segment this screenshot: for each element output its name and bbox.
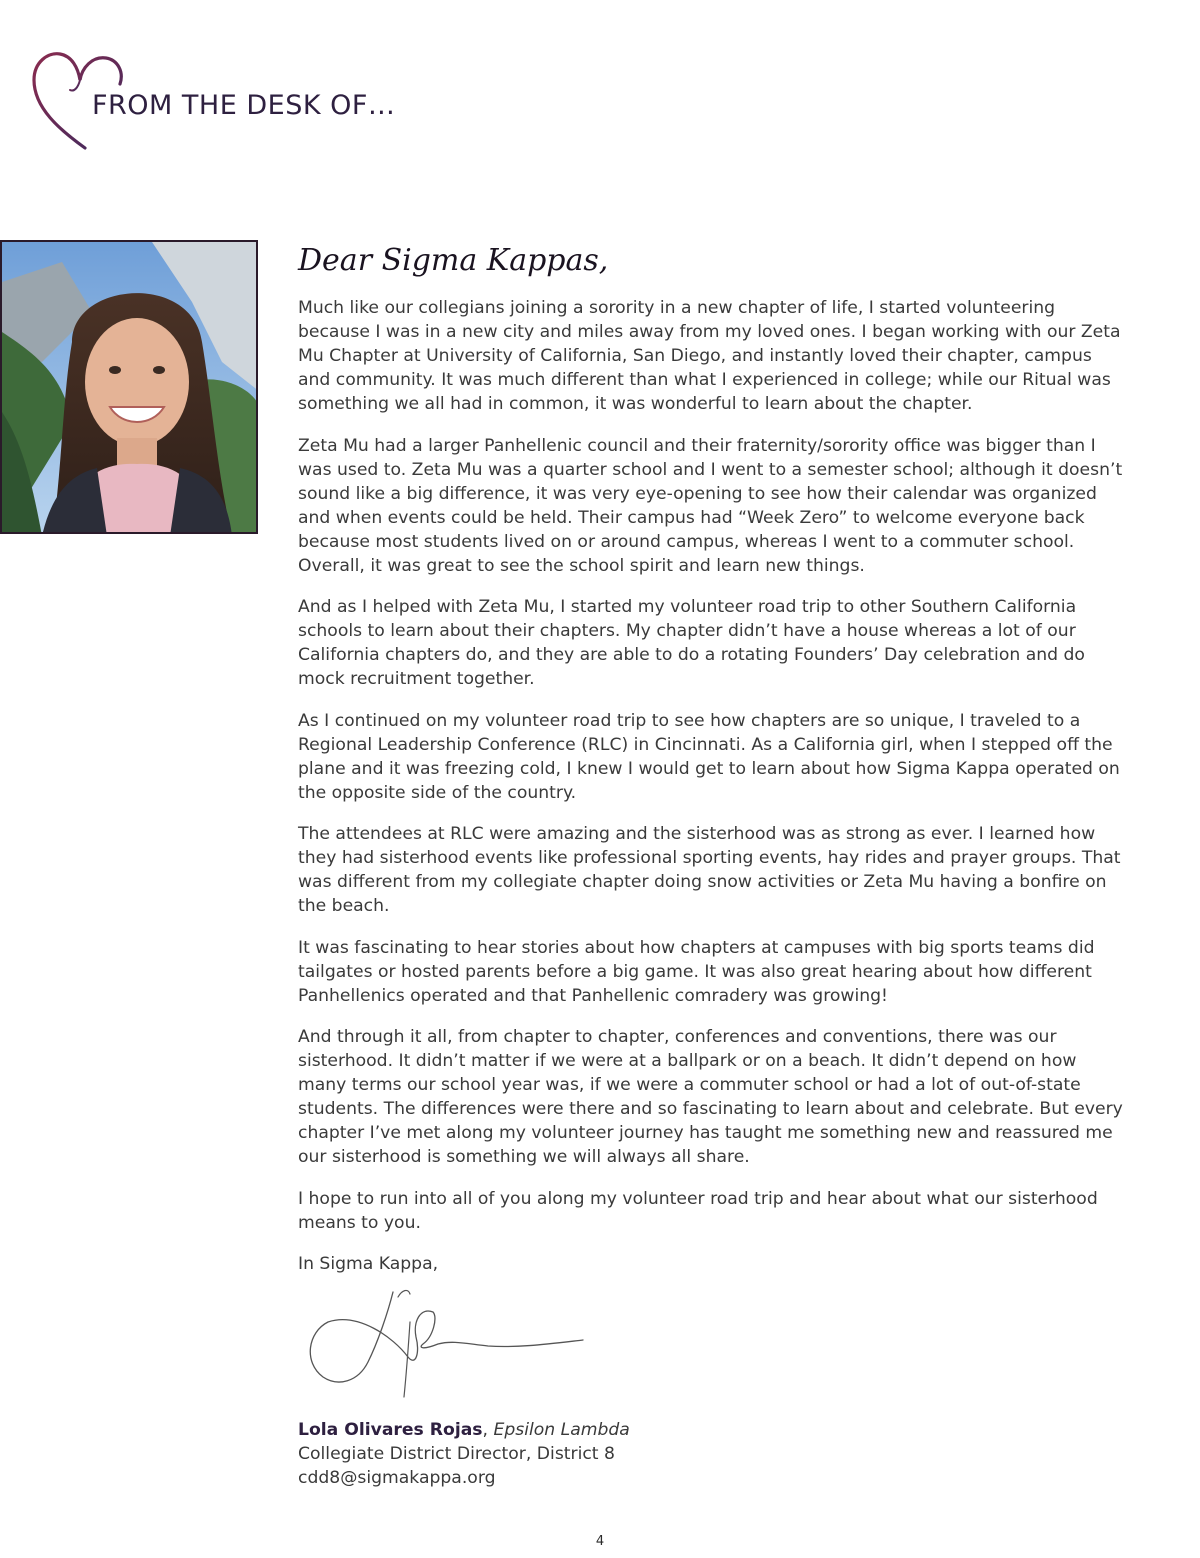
author-photo bbox=[0, 240, 258, 534]
page-header bbox=[30, 50, 450, 155]
author-email[interactable]: cdd8@sigmakappa.org bbox=[298, 1468, 496, 1488]
letter-paragraph: I hope to run into all of you along my volunteer road trip and hear about what our sisterhood means to you. bbox=[298, 1188, 1098, 1233]
letter-paragraph: And through it all, from chapter to chapter, conferences and conventions, there was our sisterhood. It didn’t matter if we were at a ballpark or on a beach. It didn’t depend on how many terms our school year was, if we were a commuter school or had a lot of out-of-state students. The differences were there and so fascinating to learn about and celebrate. But every chapter I’ve met along my volunteer journey has taught me something new and reassured me our sisterhood is something we will always all share. bbox=[298, 1027, 1123, 1167]
page-number: 4 bbox=[595, 1534, 605, 1549]
signoff-block bbox=[298, 1418, 630, 1490]
signature-image bbox=[298, 1282, 598, 1402]
signoff-name-line bbox=[298, 1418, 630, 1442]
page-title: FROM THE DESK OF… bbox=[92, 90, 396, 121]
letter-paragraph: It was fascinating to hear stories about how chapters at campuses with big sports teams did tailgates or hosted parents before a big game. It was also great hearing about how different Panhellenics operated and that Panhellenic comradery was growing! bbox=[298, 937, 1095, 1006]
name-separator: , bbox=[482, 1420, 494, 1440]
author-role: Collegiate District Director, District 8 bbox=[298, 1444, 615, 1464]
author-chapter: Epsilon Lambda bbox=[493, 1420, 630, 1440]
letter-paragraph: And as I helped with Zeta Mu, I started my volunteer road trip to other Southern California schools to learn about their chapters. My chapter didn’t have a house whereas a lot of our California chapters do, and they are able to do a rotating Founders’ Day celebration and do mock recruitment together. bbox=[298, 597, 1085, 689]
author-name: Lola Olivares Rojas bbox=[298, 1420, 483, 1440]
letter-paragraph: The attendees at RLC were amazing and the sisterhood was as strong as ever. I learned how they had sisterhood events like professional sporting events, hay rides and prayer groups. That was different from my collegiate chapter doing snow activities or Zeta Mu having a bonfire on the beach. bbox=[298, 824, 1121, 916]
letter-paragraph: Zeta Mu had a larger Panhellenic council and their fraternity/sorority office was bigger than I was used to. Zeta Mu was a quarter school and I went to a semester school; although it doesn’t sound like a big difference, it was very eye-opening to see how their calendar was organized and when events could be held. Their campus had “Week Zero” to welcome everyone back because most students lived on or around campus, whereas I went to a commuter school. Overall, it was great to see the school spirit and learn new things. bbox=[298, 435, 1123, 576]
letter-closing: In Sigma Kappa, bbox=[298, 1254, 439, 1274]
letter-paragraph: Much like our collegians joining a sorority in a new chapter of life, I started volunteering because I was in a new city and miles away from my loved ones. I began working with our Zeta Mu Chapter at University of California, San Diego, and instantly loved their chapter, campus and community. It was much different than what I experienced in college; while our Ritual was something we all had in common, it was wonderful to learn about the chapter. bbox=[298, 298, 1121, 414]
letter-body bbox=[298, 236, 1128, 1276]
portrait-image bbox=[2, 242, 258, 534]
letter-paragraph: As I continued on my volunteer road trip to see how chapters are so unique, I traveled to a Regional Leadership Conference (RLC) in Cincinnati. As a California girl, when I stepped off the plane and it was freezing cold, I knew I would get to learn about how Sigma Kappa operated on the opposite side of the country. bbox=[298, 710, 1120, 803]
salutation: Dear Sigma Kappas, bbox=[298, 243, 609, 278]
